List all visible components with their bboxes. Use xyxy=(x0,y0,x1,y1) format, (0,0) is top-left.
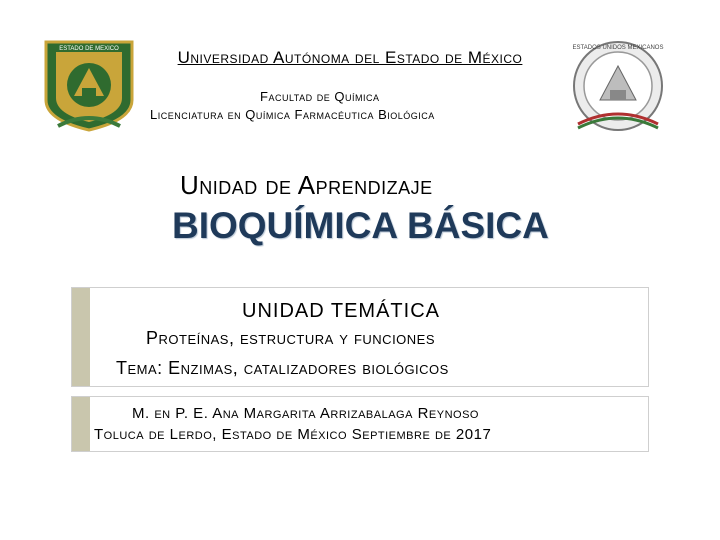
panel-accent-bar xyxy=(72,397,90,451)
author-name: M. en P. E. Ana Margarita Arrizabalaga Reynoso xyxy=(132,405,479,422)
course-title: BIOQUÍMICA BÁSICA xyxy=(172,205,549,246)
right-seal-ring-text: ESTADOS UNIDOS MEXICANOS xyxy=(572,45,664,51)
uaemex-color-seal-icon xyxy=(38,40,140,132)
thematic-unit-label: UNIDAD TEMÁTICA xyxy=(242,300,440,322)
thematic-topic: Tema: Enzimas, catalizadores biológicos xyxy=(116,358,449,378)
university-title: Universidad Autónoma del Estado de México xyxy=(177,48,523,67)
faculty-name: Facultad de Química xyxy=(260,89,380,104)
author-panel xyxy=(71,396,649,452)
unit-label: Unidad de Aprendizaje xyxy=(180,170,433,200)
uaemex-grayscale-seal-icon xyxy=(572,40,664,132)
thematic-panel xyxy=(71,287,649,387)
panel-accent-bar xyxy=(72,288,90,386)
place-and-date: Toluca de Lerdo, Estado de México Septiembre de 2017 xyxy=(94,426,492,443)
degree-name: Licenciatura en Química Farmacéutica Biológica xyxy=(150,107,435,122)
left-seal-ring-text: ESTADO DE MEXICO xyxy=(59,46,119,52)
thematic-subject: Proteínas, estructura y funciones xyxy=(146,328,436,348)
